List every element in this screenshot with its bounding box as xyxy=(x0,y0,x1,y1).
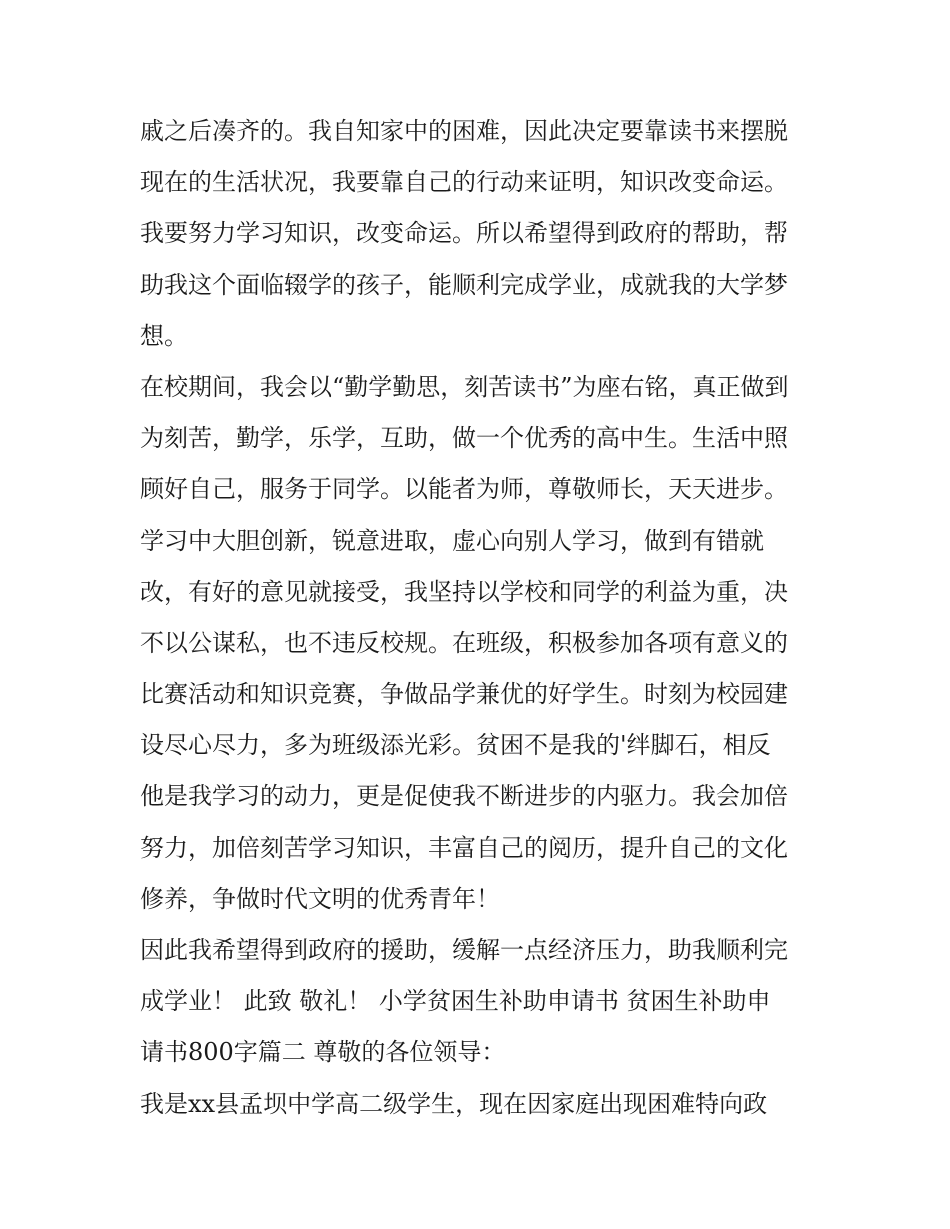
body-text xyxy=(140,106,830,1130)
text-line: 助我这个面临辍学的孩子，能顺利完成学业，成就我的大学梦 xyxy=(140,270,788,299)
text-line: 戚之后凑齐的。我自知家中的困难，因此决定要靠读书来摆脱 xyxy=(140,117,788,145)
text-line: 请书800字篇二 尊敬的各位领导： xyxy=(140,1038,506,1067)
text-line: 因此我希望得到政府的援助，缓解一点经济压力，助我顺利完 xyxy=(140,936,788,964)
text-line: 我是xx县孟坝中学高二级学生，现在因家庭出现困难特向政 xyxy=(140,1089,768,1118)
text-line: 现在的生活状况，我要靠自己的行动来证明，知识改变命运。 xyxy=(140,168,788,197)
text-line: 在校期间，我会以“勤学勤思，刻苦读书”为座右铭，真正做到 xyxy=(140,372,789,401)
text-line: 不以公谋私，也不违反校规。在班级，积极参加各项有意义的 xyxy=(140,628,788,657)
text-line: 顾好自己，服务于同学。以能者为师，尊敬师长，天天进步。 xyxy=(140,475,788,504)
text-line: 设尽心尽力，多为班级添光彩。贫困不是我的'绊脚石，相反 xyxy=(140,731,771,760)
text-line: 成学业！ 此致 敬礼！ 小学贫困生补助申请书 贫困生补助申 xyxy=(140,987,771,1016)
text-line: 他是我学习的动力，更是促使我不断进步的内驱力。我会加倍 xyxy=(140,782,788,811)
text-line: 我要努力学习知识，改变命运。所以希望得到政府的帮助，帮 xyxy=(140,219,788,248)
text-line: 学习中大胆创新，锐意进取，虚心向别人学习，做到有错就 xyxy=(140,526,764,555)
text-line: 努力，加倍刻苦学习知识，丰富自己的阅历，提升自己的文化 xyxy=(140,833,788,862)
text-line: 修养，争做时代文明的优秀青年！ xyxy=(140,884,500,913)
text-line: 改，有好的意见就接受，我坚持以学校和同学的利益为重，决 xyxy=(140,577,788,606)
text-line: 想。 xyxy=(140,321,188,350)
text-line: 比赛活动和知识竞赛，争做品学兼优的好学生。时刻为校园建 xyxy=(140,680,788,709)
text-line: 为刻苦，勤学，乐学，互助，做一个优秀的高中生。生活中照 xyxy=(140,424,788,453)
